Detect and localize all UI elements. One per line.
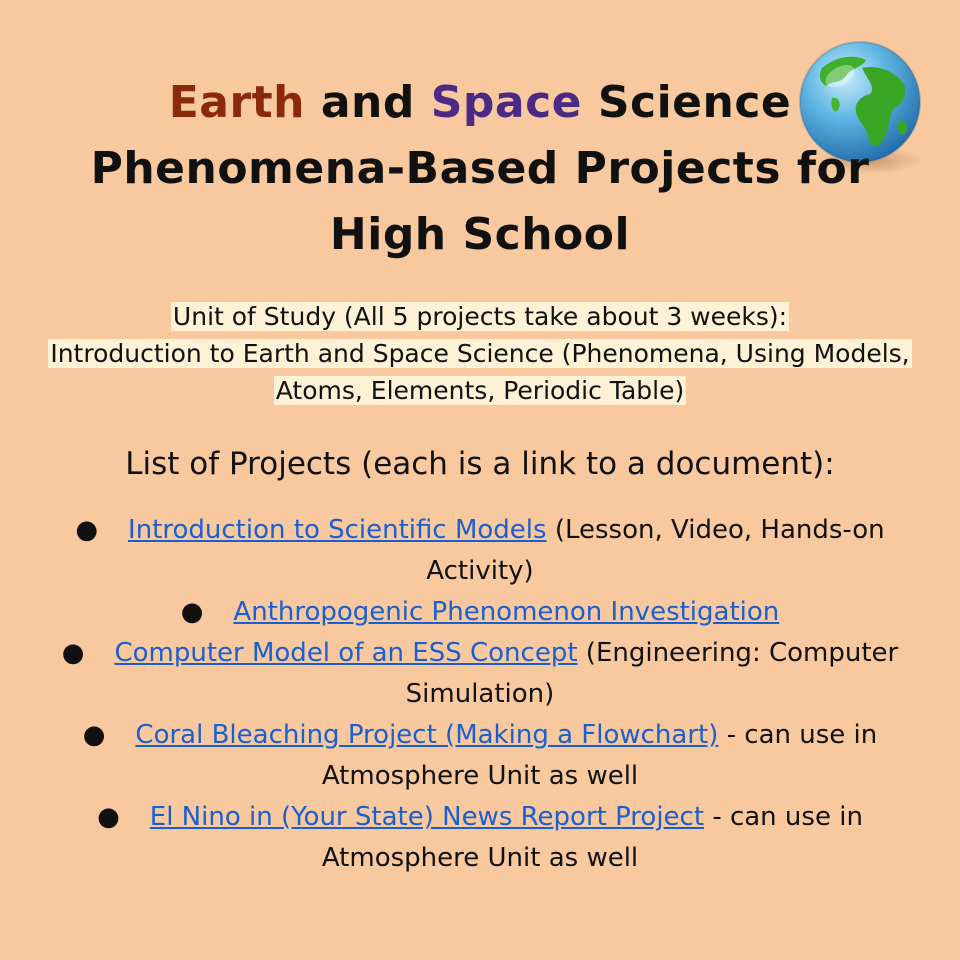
list-item: [40, 633, 920, 715]
unit-of-study: [40, 298, 920, 409]
project-list: [40, 510, 920, 879]
unit-line-2: Introduction to Earth and Space Science (Phenomena, Using Models, Atoms, Elements, Periodic Table): [50, 339, 910, 405]
page-title: [60, 70, 900, 268]
project-note: - can use in Atmosphere Unit as well: [321, 802, 863, 873]
list-item: [40, 510, 920, 592]
bullet-icon: ●: [180, 597, 204, 627]
project-note: (Lesson, Video, Hands-on Activity): [426, 515, 885, 586]
project-link-scientific-models[interactable]: Introduction to Scientific Models: [128, 515, 547, 545]
bullet-icon: ●: [82, 720, 106, 750]
project-note: - can use in Atmosphere Unit as well: [321, 720, 878, 791]
project-note: (Engineering: Computer Simulation): [405, 638, 899, 709]
project-link-anthropogenic-phenomenon[interactable]: Anthropogenic Phenomenon Investigation: [233, 597, 780, 627]
title-word-space: Space: [430, 77, 582, 128]
bullet-icon: ●: [61, 638, 85, 668]
title-word-science: Science: [597, 77, 792, 128]
title-line-3: High School: [329, 209, 631, 260]
bullet-icon: ●: [75, 515, 99, 545]
title-line-1: [60, 70, 900, 136]
title-line-2: Phenomena-Based Projects for: [90, 143, 870, 194]
project-link-computer-model[interactable]: Computer Model of an ESS Concept: [114, 638, 578, 668]
unit-line-1: Unit of Study (All 5 projects take about 3 weeks):: [172, 302, 788, 331]
project-link-coral-bleaching[interactable]: Coral Bleaching Project (Making a Flowchart): [135, 720, 719, 750]
list-heading: List of Projects (each is a link to a document):: [125, 446, 835, 482]
title-word-and: and: [320, 77, 415, 128]
list-item: [40, 592, 920, 633]
list-item: [40, 715, 920, 797]
bullet-icon: ●: [97, 802, 120, 832]
list-item: [40, 797, 920, 879]
project-link-el-nino[interactable]: El Nino in (Your State) News Report Project: [149, 802, 705, 832]
title-word-earth: Earth: [168, 77, 306, 128]
